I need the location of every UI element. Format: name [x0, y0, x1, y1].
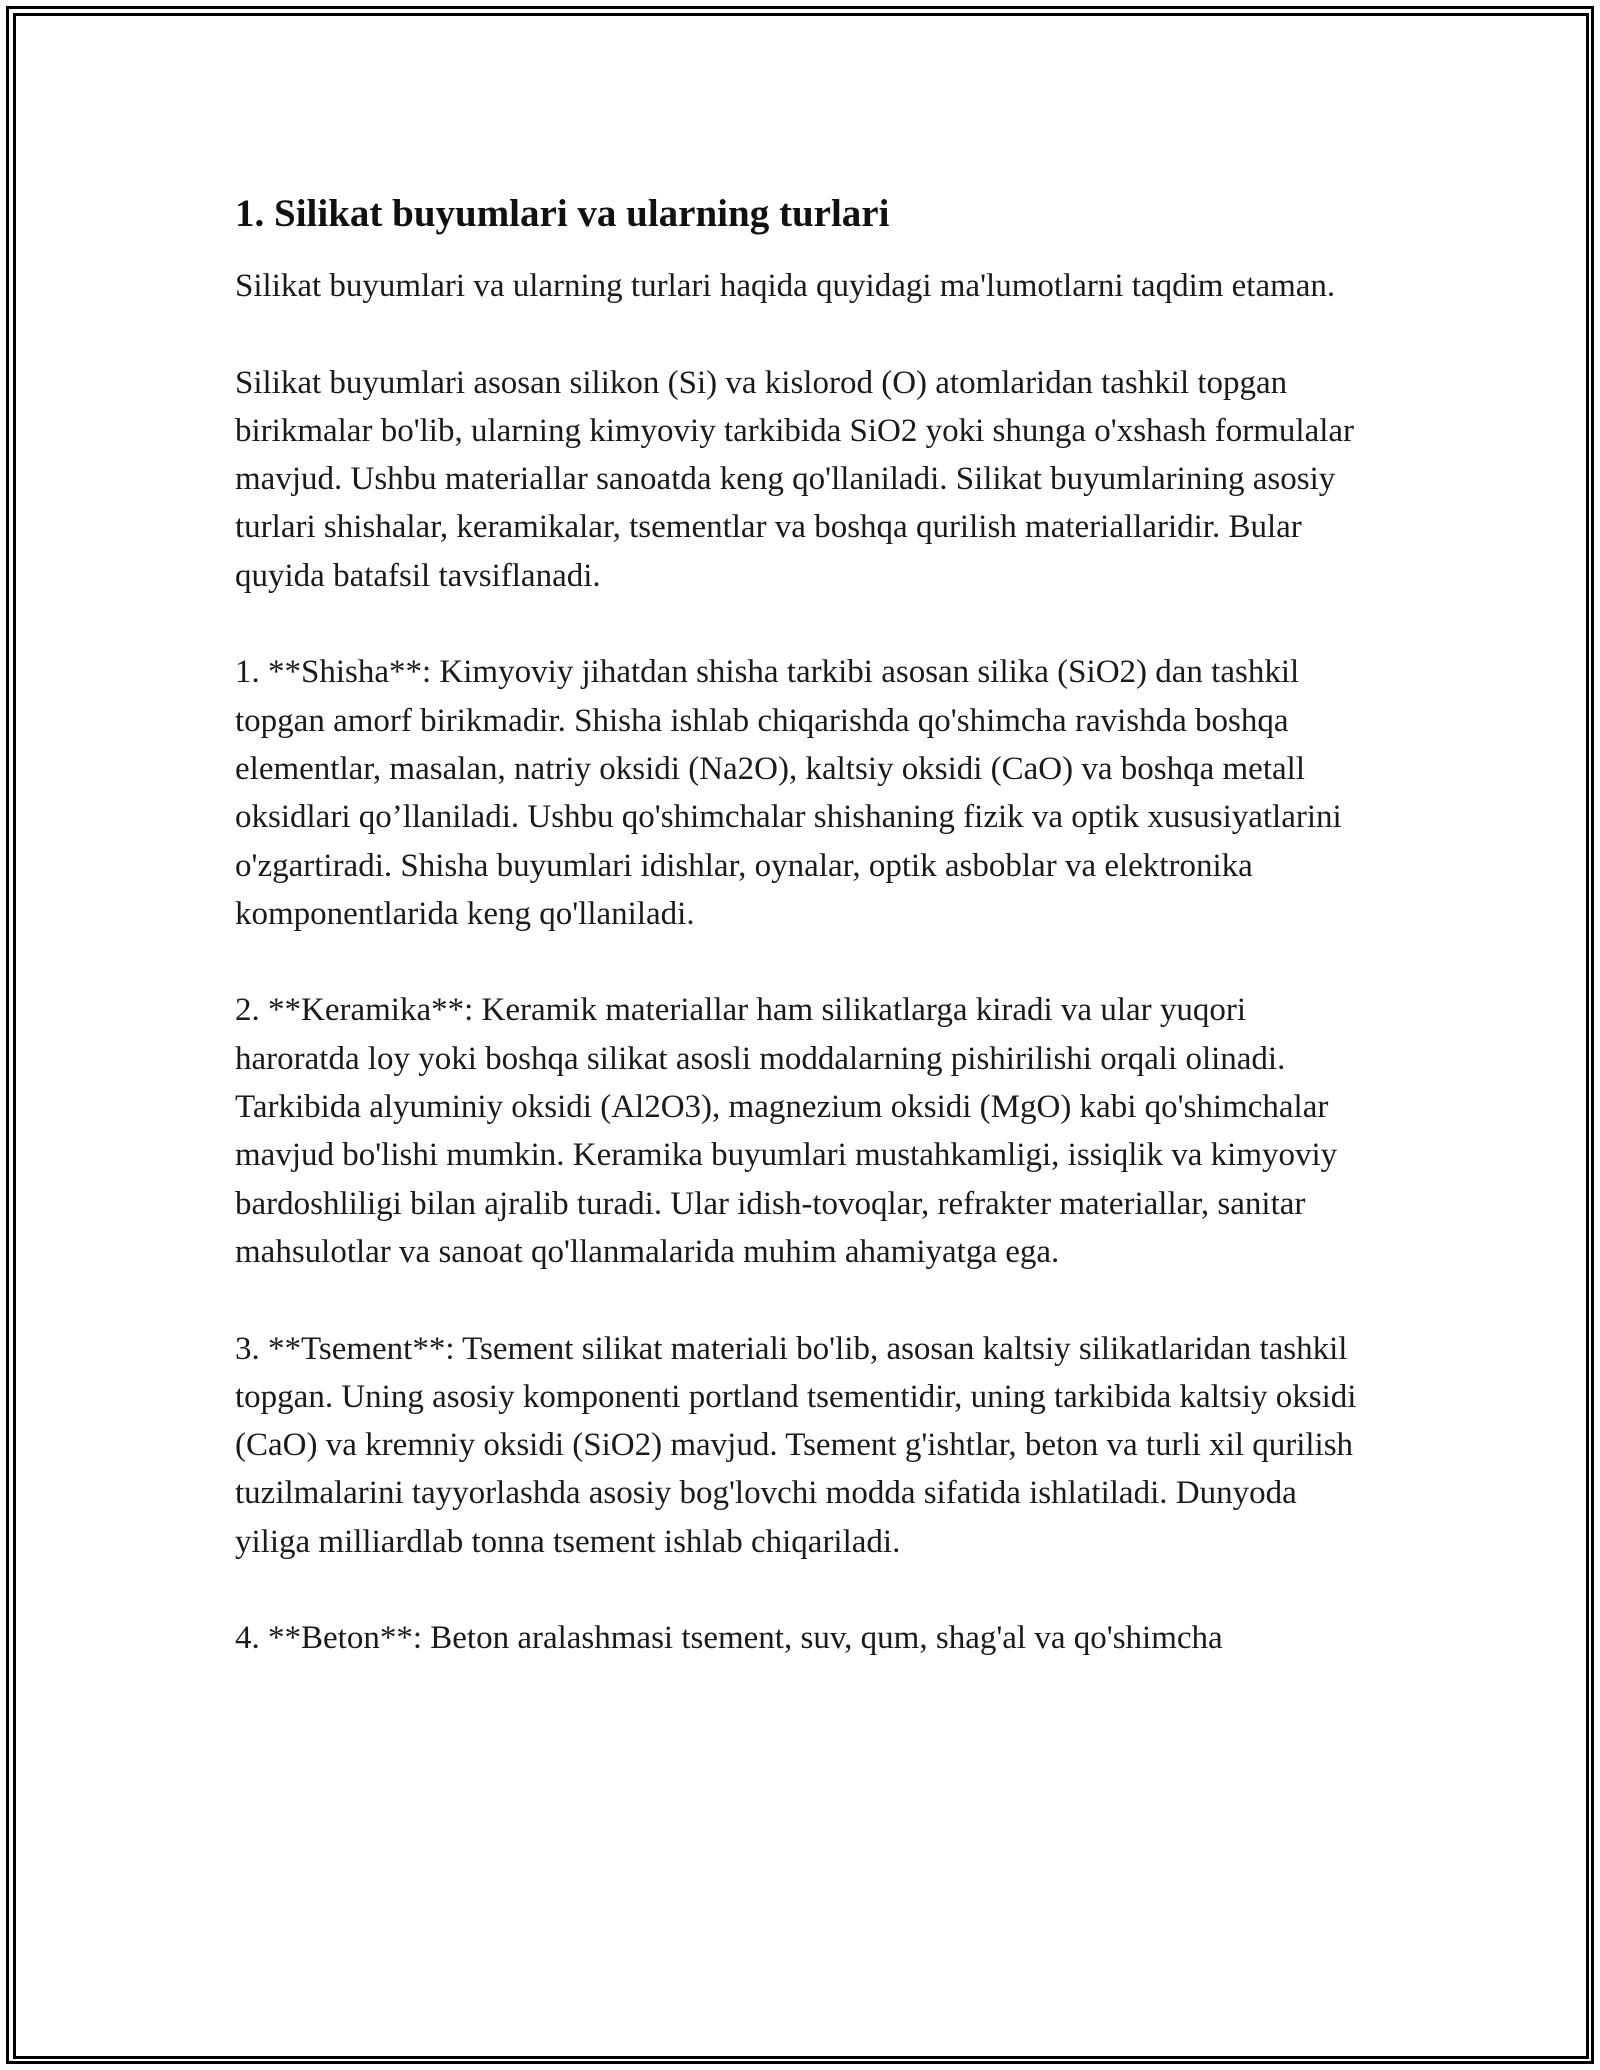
document-body	[235, 186, 1375, 1711]
paragraph-beton: 4. **Beton**: Beton aralashmasi tsement, suv, qum, shag'al va qo'shimcha	[235, 1620, 1223, 1657]
paragraph-tsement: 3. **Tsement**: Tsement silikat materiali bo'lib, asosan kaltsiy silikatlaridan tashkil topgan. Uning asosiy komponenti portland tsementidir, uning tarkibida kaltsiy oksidi (CaO) va kremniy oksidi (SiO2) mavjud. Tsement g'ishtlar, beton va turli xil qurilish tuzilmalarini tayyorlashda asosiy bog'lovchi modda sifatida ishlatiladi. Dunyoda yiliga milliardlab tonna tsement ishlab chiqariladi.	[235, 1330, 1357, 1560]
document-title: 1. Silikat buyumlari va ularning turlari	[235, 192, 890, 235]
paragraph-intro: Silikat buyumlari va ularning turlari haqida quyidagi ma'lumotlarni taqdim etaman.	[235, 268, 1336, 304]
paragraph-shisha: 1. **Shisha**: Kimyoviy jihatdan shisha tarkibi asosan silika (SiO2) dan tashkil topgan amorf birikmadir. Shisha ishlab chiqarishda qo'shimcha ravishda boshqa elementlar, masalan, natriy oksidi (Na2O), kaltsiy oksidi (CaO) va boshqa metall oksidlari qo’llaniladi. Ushbu qo'shimchalar shishaning fizik va optik xususiyatlarini o'zgartiradi. Shisha buyumlari idishlar, oynalar, optik asboblar va elektronika komponentlarida keng qo'llaniladi.	[235, 654, 1342, 932]
paragraph-keramika: 2. **Keramika**: Keramik materiallar ham silikatlarga kiradi va ular yuqori haroratda loy yoki boshqa silikat asosli moddalarning pishirilishi orqali olinadi. Tarkibida alyuminiy oksidi (Al2O3), magnezium oksidi (MgO) kabi qo'shimchalar mavjud bo'lishi mumkin. Keramika buyumlari mustahkamligi, issiqlik va kimyoviy bardoshliligi bilan ajralib turadi. Ular idish-tovoqlar, refrakter materiallar, sanitar mahsulotlar va sanoat qo'llanmalarida muhim ahamiyatga ega.	[235, 992, 1338, 1270]
paragraph-overview: Silikat buyumlari asosan silikon (Si) va kislorod (O) atomlaridan tashkil topgan birikmalar bo'lib, ularning kimyoviy tarkibida SiO2 yoki shunga o'xshash formulalar mavjud. Ushbu materiallar sanoatda keng qo'llaniladi. Silikat buyumlarining asosiy turlari shishalar, keramikalar, tsementlar va boshqa qurilish materiallaridir. Bular quyida batafsil tavsiflanadi.	[235, 364, 1355, 594]
